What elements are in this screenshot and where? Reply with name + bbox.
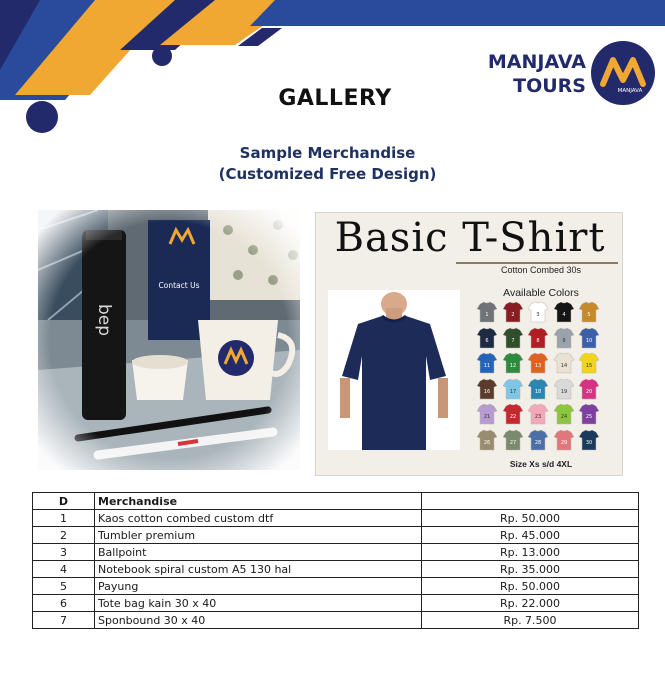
color-swatch: [553, 301, 575, 323]
color-swatch-number: 29: [560, 439, 567, 446]
color-swatch: [553, 403, 575, 425]
color-swatch-number: 23: [534, 414, 542, 420]
color-swatch-number: 2: [510, 312, 515, 318]
header-decoration: [0, 0, 330, 140]
color-swatch: [527, 429, 549, 451]
color-swatch-number: 13: [534, 363, 542, 369]
brand: [470, 40, 660, 106]
row-item: Notebook spiral custom A5 130 hal: [95, 561, 422, 578]
row-item: Payung: [95, 578, 422, 595]
header-merchandise: Merchandise: [95, 493, 422, 510]
color-swatch-number: 24: [560, 414, 567, 420]
color-swatch: [476, 301, 498, 323]
color-swatch: [502, 403, 524, 425]
color-swatch-number: 6: [485, 337, 489, 344]
row-item: Sponbound 30 x 40: [95, 612, 422, 629]
row-item: Tote bag kain 30 x 40: [95, 595, 422, 612]
row-number: 6: [33, 595, 95, 612]
tshirt-image: [328, 290, 460, 450]
color-swatch: [553, 429, 575, 451]
color-swatch: [578, 378, 600, 400]
page-title: GALLERY: [278, 86, 392, 111]
color-swatch: [502, 378, 524, 400]
color-swatch-number: 22: [509, 414, 516, 420]
color-swatch-number: 11: [483, 363, 491, 369]
tshirt-fabric: Cotton Combed 30s: [500, 265, 582, 275]
row-price: Rp. 45.000: [422, 527, 639, 544]
tshirt-panel: [315, 212, 623, 476]
brand-logo-text: MANJAVA: [617, 88, 643, 94]
color-swatch: [527, 378, 549, 400]
color-swatch-number: 21: [483, 414, 491, 420]
header-number: D: [33, 493, 95, 510]
color-swatch-number: 5: [587, 312, 591, 318]
color-swatch-number: 28: [534, 439, 542, 446]
size-note: Size Xs s/d 4XL: [509, 459, 573, 469]
row-item: Ballpoint: [95, 544, 422, 561]
color-swatch: [476, 378, 498, 400]
row-number: 2: [33, 527, 95, 544]
color-swatch: [578, 327, 600, 349]
table-row: [33, 561, 639, 578]
table-row: [33, 527, 639, 544]
color-swatch-number: 3: [536, 312, 540, 318]
brand-name: [470, 50, 586, 98]
page-subtitle: [160, 143, 495, 185]
color-swatch: [502, 429, 524, 451]
color-swatch: [527, 403, 549, 425]
color-swatch-number: 20: [585, 388, 593, 395]
color-swatch-number: 7: [510, 337, 515, 344]
color-swatch: [578, 403, 600, 425]
color-swatch-number: 15: [585, 363, 593, 369]
row-price: Rp. 35.000: [422, 561, 639, 578]
table-row: [33, 612, 639, 629]
row-price: Rp. 50.000: [422, 578, 639, 595]
color-swatch: [476, 352, 498, 374]
color-swatch-number: 25: [585, 414, 593, 420]
color-swatch: [527, 327, 549, 349]
row-price: Rp. 22.000: [422, 595, 639, 612]
color-swatch-number: 26: [483, 439, 491, 446]
row-number: 5: [33, 578, 95, 595]
color-swatch-number: 12: [509, 363, 516, 369]
color-swatch: [476, 403, 498, 425]
color-swatch-number: 1: [485, 312, 489, 318]
table-header-row: [33, 493, 639, 510]
color-swatch-number: 18: [534, 388, 542, 395]
subtitle-line2: (Customized Free Design): [218, 165, 437, 183]
row-number: 1: [33, 510, 95, 527]
row-number: 3: [33, 544, 95, 561]
table-row: [33, 595, 639, 612]
color-swatch-number: 30: [585, 439, 593, 446]
color-swatch-number: 16: [483, 388, 491, 395]
merchandise-table: [32, 492, 639, 629]
row-number: 7: [33, 612, 95, 629]
color-swatch: [476, 327, 498, 349]
color-swatch: [578, 429, 600, 451]
color-swatch: [578, 352, 600, 374]
table-row: [33, 578, 639, 595]
color-swatch-number: 9: [561, 337, 566, 344]
color-swatch: [553, 352, 575, 374]
color-swatch: [553, 378, 575, 400]
color-swatch: [527, 301, 549, 323]
subtitle-line1: Sample Merchandise: [239, 144, 416, 162]
color-swatch-number: 4: [561, 312, 566, 318]
color-swatch: [502, 301, 524, 323]
color-swatch-number: 14: [560, 363, 567, 369]
color-swatch-number: 17: [509, 388, 516, 395]
row-item: Tumbler premium: [95, 527, 422, 544]
row-price: Rp. 50.000: [422, 510, 639, 527]
tshirt-title-rule: [456, 262, 618, 264]
available-colors-label: Available Colors: [503, 287, 579, 299]
color-swatch: [476, 429, 498, 451]
table-row: [33, 510, 639, 527]
color-swatch: [578, 301, 600, 323]
row-price: Rp. 7.500: [422, 612, 639, 629]
brand-logo: [590, 40, 656, 106]
brand-name-line1: MANJAVA: [487, 51, 586, 73]
brand-name-line2: TOURS: [513, 75, 586, 97]
tshirt-photo: [328, 290, 460, 450]
merchandise-photo: [38, 210, 300, 470]
color-swatch: [553, 327, 575, 349]
color-swatch: [527, 352, 549, 374]
row-number: 4: [33, 561, 95, 578]
row-item: Kaos cotton combed custom dtf: [95, 510, 422, 527]
color-swatch-number: 10: [585, 337, 593, 344]
color-swatch-number: 8: [536, 337, 540, 344]
color-swatch: [502, 352, 524, 374]
header-price: [422, 493, 639, 510]
color-swatch-number: 27: [509, 439, 516, 446]
table-row: [33, 544, 639, 561]
color-swatch: [502, 327, 524, 349]
row-price: Rp. 13.000: [422, 544, 639, 561]
tshirt-title: Basic T-Shirt: [334, 215, 606, 261]
color-swatch-number: 19: [560, 388, 567, 395]
